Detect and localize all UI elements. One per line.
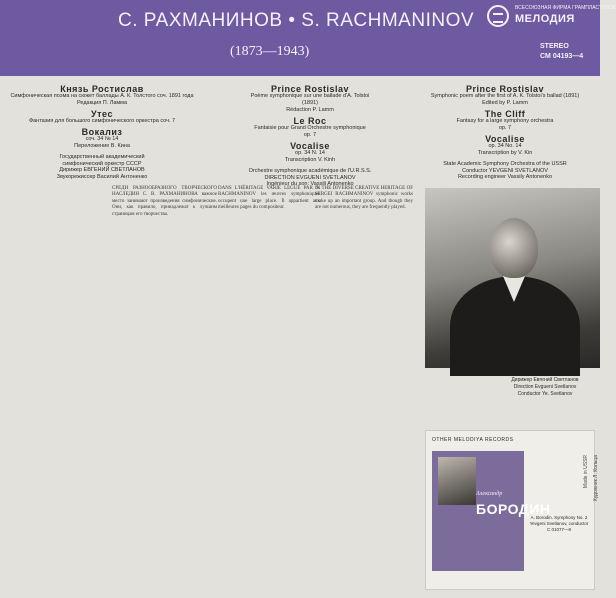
album-portrait [438, 457, 476, 505]
work-title: Vocalise [290, 141, 330, 151]
engineer-line: Звукорежиссер Василий Антоненко [56, 173, 148, 180]
album-conductor: Yevgeni Svetlanov, conductor [529, 521, 589, 526]
liner-notes-english: IN THE DIVERSE CREATIVE HERITAGE OF SERGEI RACHMANINOV symphonic works make up an important group. And though they are not numerous, they are frequently played. [315, 186, 413, 211]
work-title: Утес [91, 109, 113, 119]
orchestra-line: State Academic Symphony Orchestra of the USSR [443, 161, 567, 167]
album-info [528, 515, 590, 533]
melodiya-logo [487, 3, 616, 31]
engineer-line: Recording engineer Vassily Antonenko [457, 174, 553, 180]
work-description: Fantaisie pour Grand Orchestre symphonique [254, 125, 366, 131]
album-title: С. РАХМАНИНОВ • S. RACHMANINOV [118, 10, 475, 31]
album-composer: БОРОДИН [476, 501, 551, 517]
performers [2, 154, 202, 180]
performers [410, 161, 600, 181]
work-editor: Редакция П. Ламма [76, 100, 128, 106]
work-opus: op. 34 N. 14 [295, 150, 325, 156]
work-editor: Rédaction P. Lamm [286, 107, 334, 113]
work-description: Симфоническая поэма на сюжет баллады А. К. Толстого соч. 1891 года [10, 93, 194, 99]
work-title: Le Roc [293, 116, 327, 126]
liner-notes-french: DANS L'HÉRITAGE VARIÉ LEGUÉ PAR S. RACHMANINOV les œuvres symphoniques occupent une large place. Il appartient aux meilleures pages du compositeur. [218, 186, 320, 211]
conductor-line: DIRECTION EVGUENI SVETLANOV [264, 174, 356, 181]
work-arranger: Transcription V. Kinh [284, 157, 336, 163]
tracklist-russian [2, 82, 202, 180]
album-catalog: C 01077—8 [546, 527, 572, 532]
work-year: (1891) [302, 100, 318, 106]
caption-russian: Дирижер Евгений Светланов [511, 377, 579, 383]
liner-notes-russian: СРЕДИ РАЗНООБРАЗНОГО ТВОРЧЕСКОГО НАСЛЕДИЯ С. В. РАХМАНИНОВА важное место занимают произведения симфонические. Они, как правило, принадлежат к лучшим страницам его творчества. [112, 186, 217, 217]
work-title: Prince Rostislav [465, 84, 545, 94]
caption-english: Conductor Ye. Svetlanov [517, 391, 573, 397]
work-opus: op. 7 [498, 125, 512, 131]
caption-french: Direction Evgueni Svetlanov [513, 384, 577, 390]
work-title: Vocalise [485, 134, 525, 144]
stereo-label: STEREO [540, 43, 569, 50]
work-arranger: Переложение В. Кина [74, 143, 130, 149]
work-opus: соч. 34 № 14 [85, 136, 119, 142]
work-title: Prince Rostislav [270, 84, 350, 94]
header-band [0, 0, 616, 76]
orchestra-line: Orchestre symphonique académique de l'U.R.S.S. [248, 168, 372, 174]
conductor-photo [425, 188, 600, 368]
artist-credit: Художник Л. Кольца [593, 455, 599, 502]
work-description: Фантазия для большого симфонического оркестра соч. 7 [28, 118, 176, 124]
made-in-ussr: Made in USSR [583, 455, 589, 489]
conductor-line: Conductor YEVGENI SVETLANOV [462, 167, 548, 174]
album-thumbnail [432, 451, 551, 571]
melodiya-logo-icon [487, 5, 509, 27]
composer-years: (1873—1943) [230, 44, 310, 59]
other-records-title: OTHER MELODIYA RECORDS [432, 437, 514, 443]
work-description: Fantasy for a large symphony orchestra [456, 118, 554, 124]
conductor-line: Дирижер ЕВГЕНИЙ СВЕТЛАНОВ [59, 167, 145, 173]
work-description: Symphonic poem after the first of A. K. Tolstoi's ballad (1891) [430, 93, 580, 99]
album-work: A. Borodin. Symphony No. 2 [530, 515, 588, 520]
catalog-number: CM 04193—4 [540, 53, 584, 60]
label-company: ВСЕСОЮЗНАЯ ФИРМА ГРАМПЛАСТИНОК [515, 5, 616, 11]
work-opus: op. 34 No. 14 [488, 143, 522, 149]
work-title: Князь Ростислав [60, 84, 144, 94]
photo-caption [495, 377, 595, 398]
work-editor: Edited by P. Lamm [482, 100, 528, 106]
stereo-catalog [540, 42, 583, 62]
tracklist-english [410, 82, 600, 181]
work-title: Вокализ [81, 127, 123, 137]
tracklist-french [200, 82, 420, 188]
album-first-name: Александр [476, 491, 503, 497]
performers [200, 168, 420, 188]
work-description: Poème symphonique sur une ballade d'A. Tolstoi [250, 93, 370, 99]
orchestra-line: симфонический оркестр СССР [62, 160, 142, 167]
orchestra-line: Государственный академический [59, 154, 145, 160]
photo-figure-head [490, 218, 538, 278]
engineer-line: Ingénieur du son: Vassili Antonenko [266, 181, 354, 187]
label-name: МЕЛОДИЯ [515, 13, 575, 25]
work-arranger: Transcription by V. Kin [477, 150, 533, 156]
work-opus: op. 7 [303, 132, 317, 138]
other-records-panel [425, 430, 595, 590]
work-title: The Cliff [484, 109, 526, 119]
